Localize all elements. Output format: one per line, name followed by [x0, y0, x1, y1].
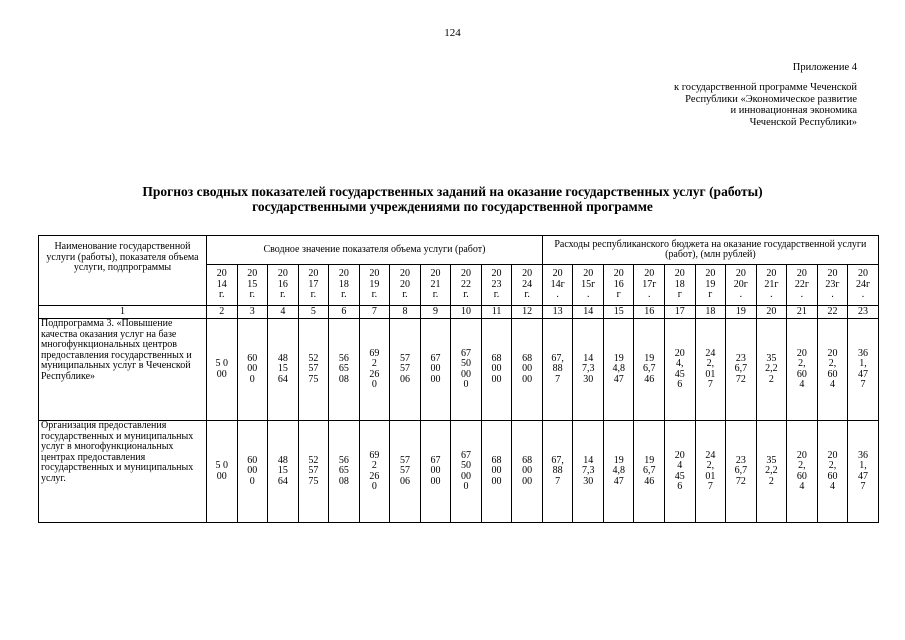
- volume-value: 48 15 64: [268, 421, 299, 523]
- column-number: 3: [237, 306, 268, 319]
- expense-year-header: 20 19 г: [695, 265, 726, 306]
- column-number: 9: [420, 306, 451, 319]
- volume-year-header: 20 23 г.: [481, 265, 512, 306]
- expense-year-header: 20 21г .: [756, 265, 787, 306]
- expense-value: 36 1, 47 7: [848, 319, 879, 421]
- expense-value: 35 2,2 2: [756, 421, 787, 523]
- volume-value: 68 00 00: [512, 421, 543, 523]
- volume-value: 68 00 00: [481, 421, 512, 523]
- forecast-table: [38, 235, 879, 523]
- column-number: 12: [512, 306, 543, 319]
- column-number: 14: [573, 306, 604, 319]
- expense-year-header: 20 22г .: [787, 265, 818, 306]
- volume-year-header: 20 15 г.: [237, 265, 268, 306]
- column-number: 20: [756, 306, 787, 319]
- volume-year-header: 20 24 г.: [512, 265, 543, 306]
- header-volume: Сводное значение показателя объема услуги (работ): [207, 236, 543, 265]
- expense-value: 19 4,8 47: [603, 319, 634, 421]
- expense-value: 19 6,7 46: [634, 421, 665, 523]
- row-name: Подпрограмма 3. «Повышение качества оказания услуг на базе многофункциональных центров предоставления государственных и муниципальных услуг в Чеченской Республике»: [39, 319, 207, 421]
- expense-value: 23 6,7 72: [726, 421, 757, 523]
- column-number: 7: [359, 306, 390, 319]
- volume-value: 68 00 00: [481, 319, 512, 421]
- volume-value: 57 57 06: [390, 421, 421, 523]
- expense-value: 19 6,7 46: [634, 319, 665, 421]
- expense-value: 35 2,2 2: [756, 319, 787, 421]
- expense-value: 14 7,3 30: [573, 421, 604, 523]
- volume-value: 52 57 75: [298, 319, 329, 421]
- table-row: [39, 319, 879, 421]
- volume-value: 60 00 0: [237, 319, 268, 421]
- column-number: 19: [726, 306, 757, 319]
- header-row: [39, 236, 879, 265]
- column-number: 21: [787, 306, 818, 319]
- expense-value: 14 7,3 30: [573, 319, 604, 421]
- expense-value: 24 2, 01 7: [695, 421, 726, 523]
- volume-value: 57 57 06: [390, 319, 421, 421]
- expense-year-header: 20 14г .: [542, 265, 573, 306]
- volume-year-header: 20 16 г.: [268, 265, 299, 306]
- expense-value: 23 6,7 72: [726, 319, 757, 421]
- document-title: Прогноз сводных показателей государственных заданий на оказание государственных услуг (работы) государственными учреждениями по государственной программе: [142, 184, 763, 214]
- appendix-label: Приложение 4: [792, 62, 857, 73]
- column-number-row: [39, 306, 879, 319]
- expense-value: 20 4, 45 6: [665, 319, 696, 421]
- volume-value: 5 0 00: [207, 319, 238, 421]
- row-name: Организация предоставления государственных и муниципальных услуг в многофункциональных центрах предоставления государственных и муниципальных услуг.: [39, 421, 207, 523]
- volume-value: 67 50 00 0: [451, 421, 482, 523]
- expense-value: 20 2, 60 4: [817, 421, 848, 523]
- column-number: 8: [390, 306, 421, 319]
- expense-value: 19 4,8 47: [603, 421, 634, 523]
- volume-year-header: 20 17 г.: [298, 265, 329, 306]
- volume-year-header: 20 14 г.: [207, 265, 238, 306]
- header-expenses: Расходы республиканского бюджета на оказание государственной услуги (работ), (млн рублей): [542, 236, 878, 265]
- column-number: 18: [695, 306, 726, 319]
- column-number: 6: [329, 306, 360, 319]
- volume-value: 56 65 08: [329, 319, 360, 421]
- expense-value: 20 4 45 6: [665, 421, 696, 523]
- column-number: 15: [603, 306, 634, 319]
- column-number: 1: [39, 306, 207, 319]
- column-number: 22: [817, 306, 848, 319]
- appendix-text: к государственной программе Чеченской Республики «Экономическое развитие и инновационная экономика Чеченской Республики»: [674, 82, 857, 128]
- volume-year-header: 20 18 г.: [329, 265, 360, 306]
- page-number: 124: [444, 27, 461, 39]
- volume-year-header: 20 19 г.: [359, 265, 390, 306]
- column-number: 23: [848, 306, 879, 319]
- volume-value: 48 15 64: [268, 319, 299, 421]
- expense-value: 20 2, 60 4: [787, 421, 818, 523]
- column-number: 11: [481, 306, 512, 319]
- volume-year-header: 20 20 г.: [390, 265, 421, 306]
- column-number: 13: [542, 306, 573, 319]
- expense-year-header: 20 20г .: [726, 265, 757, 306]
- volume-value: 67 00 00: [420, 319, 451, 421]
- column-number: 4: [268, 306, 299, 319]
- expense-value: 67, 88 7: [542, 319, 573, 421]
- table-row: [39, 421, 879, 523]
- header-service-name: Наименование государственной услуги (работы), показателя объема услуги, подпрограммы: [39, 236, 207, 306]
- volume-value: 67 00 00: [420, 421, 451, 523]
- expense-value: 20 2, 60 4: [817, 319, 848, 421]
- expense-year-header: 20 16 г: [603, 265, 634, 306]
- column-number: 5: [298, 306, 329, 319]
- volume-value: 68 00 00: [512, 319, 543, 421]
- expense-year-header: 20 17г .: [634, 265, 665, 306]
- expense-value: 36 1, 47 7: [848, 421, 879, 523]
- volume-value: 5 0 00: [207, 421, 238, 523]
- column-number: 2: [207, 306, 238, 319]
- volume-value: 67 50 00 0: [451, 319, 482, 421]
- volume-value: 56 65 08: [329, 421, 360, 523]
- column-number: 16: [634, 306, 665, 319]
- expense-year-header: 20 23г .: [817, 265, 848, 306]
- volume-year-header: 20 21 г.: [420, 265, 451, 306]
- expense-value: 24 2, 01 7: [695, 319, 726, 421]
- volume-value: 52 57 75: [298, 421, 329, 523]
- volume-value: 60 00 0: [237, 421, 268, 523]
- column-number: 17: [665, 306, 696, 319]
- volume-value: 69 2 26 0: [359, 421, 390, 523]
- expense-value: 20 2, 60 4: [787, 319, 818, 421]
- expense-year-header: 20 24г .: [848, 265, 879, 306]
- expense-year-header: 20 15г .: [573, 265, 604, 306]
- volume-year-header: 20 22 г.: [451, 265, 482, 306]
- expense-year-header: 20 18 г: [665, 265, 696, 306]
- expense-value: 67, 88 7: [542, 421, 573, 523]
- column-number: 10: [451, 306, 482, 319]
- volume-value: 69 2 26 0: [359, 319, 390, 421]
